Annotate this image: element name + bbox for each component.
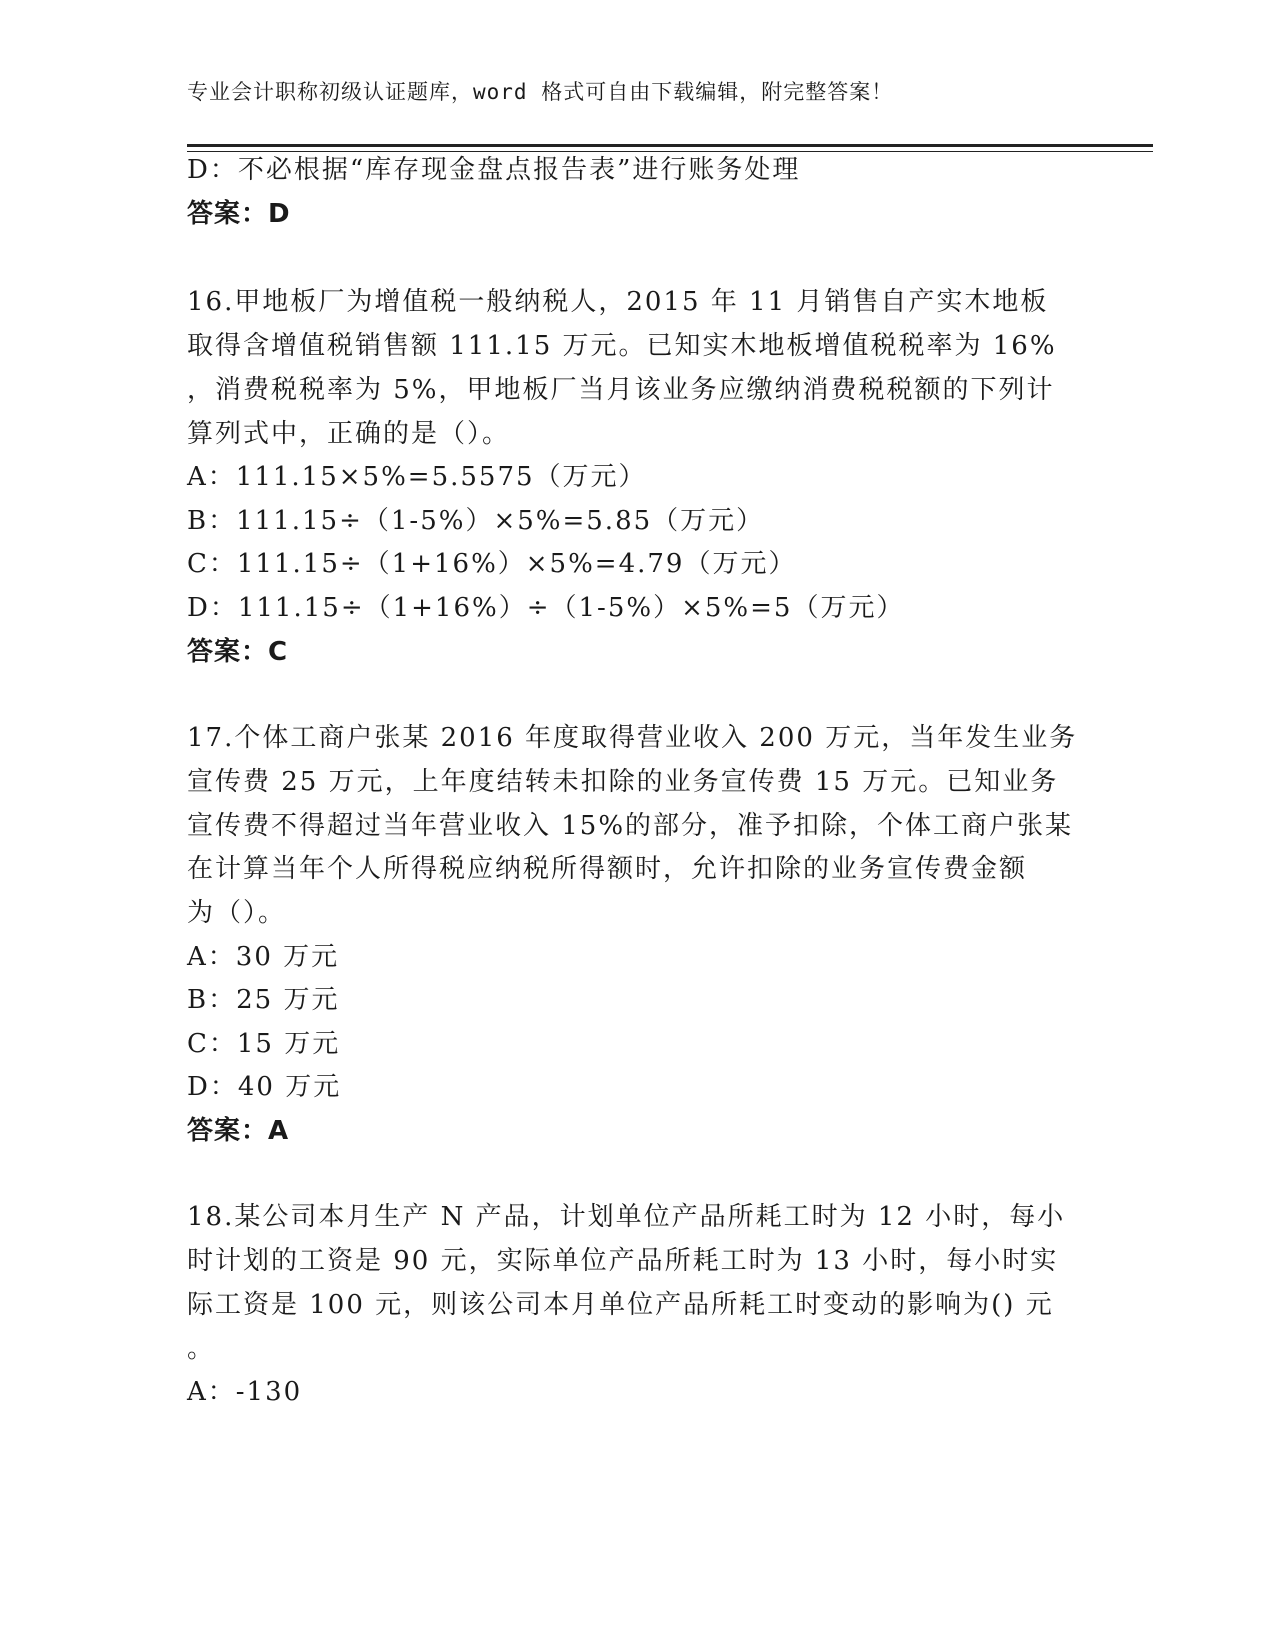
q17-stem-line-1: 17.个体工商户张某 2016 年度取得营业收入 200 万元，当年发生业务 (187, 723, 1078, 753)
q16-option-c: C：111.15÷（1+16%）×5%=4.79（万元） (187, 549, 797, 579)
q16-option-a: A：111.15×5%=5.5575（万元） (187, 462, 647, 492)
q18-option-a: A：-130 (187, 1377, 303, 1407)
q17-option-d: D：40 万元 (187, 1072, 342, 1102)
q17-option-b: B：25 万元 (187, 985, 340, 1015)
q15-answer: 答案：D (187, 199, 291, 229)
q17-answer: 答案：A (187, 1116, 290, 1146)
header-rule-thin (187, 151, 1153, 152)
q17-option-c: C：15 万元 (187, 1029, 341, 1059)
q17-stem-line-3: 宣传费不得超过当年营业收入 15%的部分，准予扣除，个体工商户张某 (187, 811, 1074, 841)
header-rule-thick (187, 144, 1153, 147)
q18-stem-line-2: 时计划的工资是 90 元，实际单位产品所耗工时为 13 小时，每小时实 (187, 1246, 1059, 1276)
q15-option-d: D：不必根据“库存现金盘点报告表”进行账务处理 (187, 155, 801, 185)
page-header: 专业会计职称初级认证题库，word 格式可自由下载编辑，附完整答案！ (187, 80, 894, 104)
q17-stem-line-5: 为（）。 (187, 898, 287, 928)
q17-stem-line-4: 在计算当年个人所得税应纳税所得额时，允许扣除的业务宣传费金额 (187, 854, 1028, 884)
q16-option-d: D：111.15÷（1+16%）÷（1-5%）×5%=5（万元） (187, 593, 905, 623)
q16-stem-line-2: 取得含增值税销售额 111.15 万元。已知实木地板增值税税率为 16% (187, 331, 1057, 361)
q17-option-a: A：30 万元 (187, 942, 340, 972)
q17-stem-line-2: 宣传费 25 万元，上年度结转未扣除的业务宣传费 15 万元。已知业务 (187, 767, 1059, 797)
q16-stem-line-1: 16.甲地板厂为增值税一般纳税人，2015 年 11 月销售自产实木地板 (187, 287, 1049, 317)
q16-stem-line-4: 算列式中，正确的是（）。 (187, 419, 511, 449)
q16-answer: 答案：C (187, 637, 289, 667)
q18-stem-line-1: 18.某公司本月生产 N 产品，计划单位产品所耗工时为 12 小时，每小 (187, 1202, 1066, 1232)
q16-stem-line-3: ，消费税税率为 5%，甲地板厂当月该业务应缴纳消费税税额的下列计 (187, 375, 1055, 405)
q18-stem-line-3: 际工资是 100 元，则该公司本月单位产品所耗工时变动的影响为() 元 (187, 1290, 1054, 1320)
q16-option-b: B：111.15÷（1-5%）×5%=5.85（万元） (187, 506, 765, 536)
q18-stem-line-4: 。 (187, 1334, 216, 1364)
